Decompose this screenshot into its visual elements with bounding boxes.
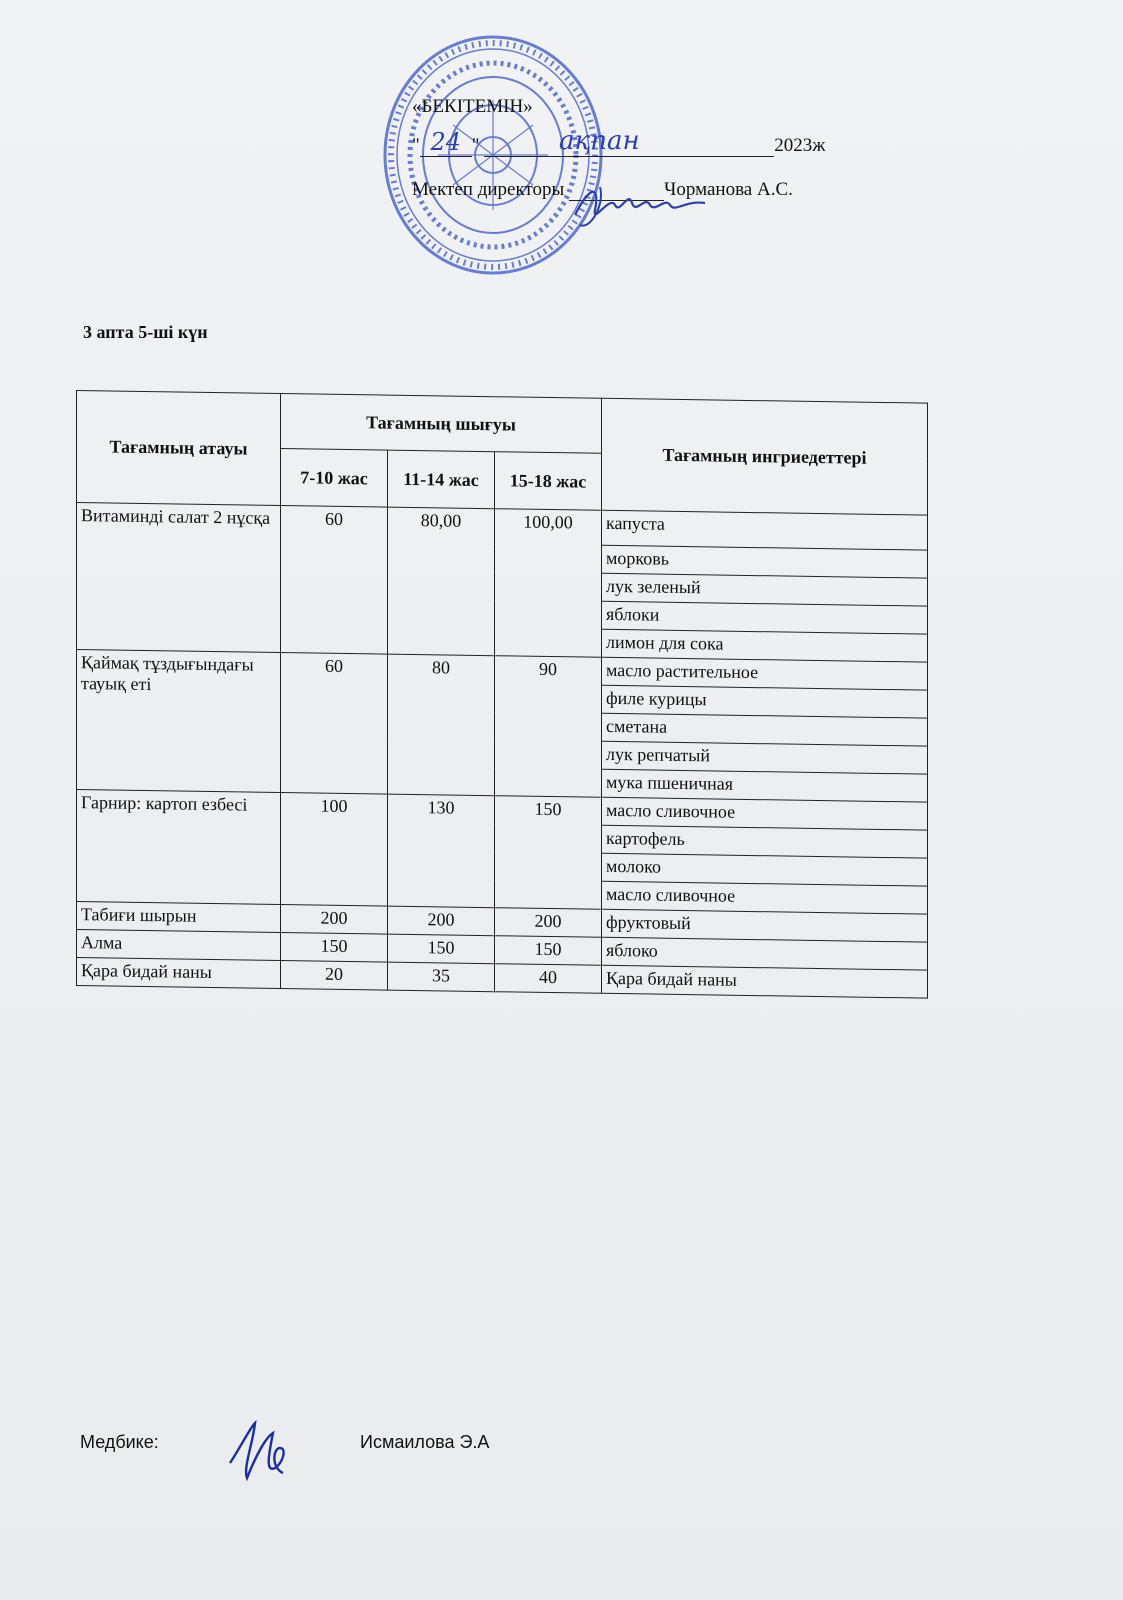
dish-portion-11-14: 150 (388, 934, 495, 964)
approval-date-day: 24 (420, 128, 472, 157)
ingredient: филе курицы (602, 685, 928, 718)
dish-portion-15-18: 200 (495, 908, 602, 938)
approval-date-line: " 24 " ақпан 2023ж (412, 126, 826, 156)
dish-name: Табиғи шырын (77, 902, 281, 933)
nurse-signature (225, 1418, 295, 1488)
day-title: 3 апта 5-ші күн (83, 322, 208, 342)
approval-title: «БЕКІТЕМІН» (412, 96, 533, 117)
ingredient: картофель (602, 825, 928, 858)
dish-portion-7-10: 60 (281, 653, 388, 795)
ingredient: сметана (602, 713, 928, 746)
ingredient: лук зеленый (602, 573, 928, 606)
dish-portion-11-14: 35 (388, 962, 495, 992)
nurse-name: Исмаилова Э.А (360, 1432, 490, 1452)
dish-portion-7-10: 100 (281, 793, 388, 907)
header-row (77, 391, 928, 459)
director-signature (570, 175, 710, 235)
dish-portion-15-18: 40 (495, 964, 602, 994)
ingredient: мука пшеничная (602, 769, 928, 802)
dish-name: Қаймақ тұздығындағы тауық еті (77, 650, 281, 793)
dish-name: Гарнир: картоп езбесі (77, 790, 281, 905)
header-age-7-10: 7-10 жас (281, 449, 388, 508)
ingredient: лимон для сока (602, 629, 928, 662)
footer (80, 1432, 490, 1453)
director-name: Чорманова А.С. (664, 179, 793, 200)
dish-portion-11-14: 80 (388, 654, 495, 796)
dish-portion-11-14: 130 (388, 794, 495, 908)
header-dish-name: Тағамның атауы (77, 391, 281, 506)
ingredient: капуста (602, 510, 928, 550)
dish-portion-7-10: 200 (281, 905, 388, 935)
header-age-15-18: 15-18 жас (495, 452, 602, 511)
ingredient: масло сливочное (602, 797, 928, 830)
ingredient: молоко (602, 853, 928, 886)
nurse-label: Медбике: (80, 1432, 159, 1452)
ingredient: масло сливочное (602, 881, 928, 914)
header-age-11-14: 11-14 жас (388, 450, 495, 509)
dish-name: Алма (77, 930, 281, 961)
ingredient: яблоко (602, 937, 928, 970)
dish-portion-15-18: 100,00 (495, 509, 602, 658)
approval-date-month: ақпан (484, 126, 714, 157)
ingredient: морковь (602, 545, 928, 578)
dish-name: Витаминді салат 2 нұсқа (77, 503, 281, 653)
dish-portion-7-10: 60 (281, 506, 388, 655)
dish-portion-7-10: 20 (281, 961, 388, 991)
header-ingredients: Тағамның ингриедеттері (602, 398, 928, 515)
dish-name: Қара бидай наны (77, 958, 281, 989)
ingredient: Қара бидай наны (602, 965, 928, 998)
menu-table (76, 390, 928, 999)
ingredient: масло растительное (602, 657, 928, 690)
dish-portion-15-18: 150 (495, 796, 602, 910)
approval-year: 2023ж (774, 135, 826, 156)
header-output: Тағамның шығуы (281, 394, 602, 454)
dish-portion-11-14: 200 (388, 906, 495, 936)
ingredient: яблоки (602, 601, 928, 634)
dish-portion-11-14: 80,00 (388, 507, 495, 656)
director-label: Мектеп директоры (412, 179, 565, 200)
dish-portion-15-18: 150 (495, 936, 602, 966)
ingredient: фруктовый (602, 909, 928, 942)
dish-portion-7-10: 150 (281, 933, 388, 963)
ingredient: лук репчатый (602, 741, 928, 774)
dish-portion-15-18: 90 (495, 656, 602, 798)
